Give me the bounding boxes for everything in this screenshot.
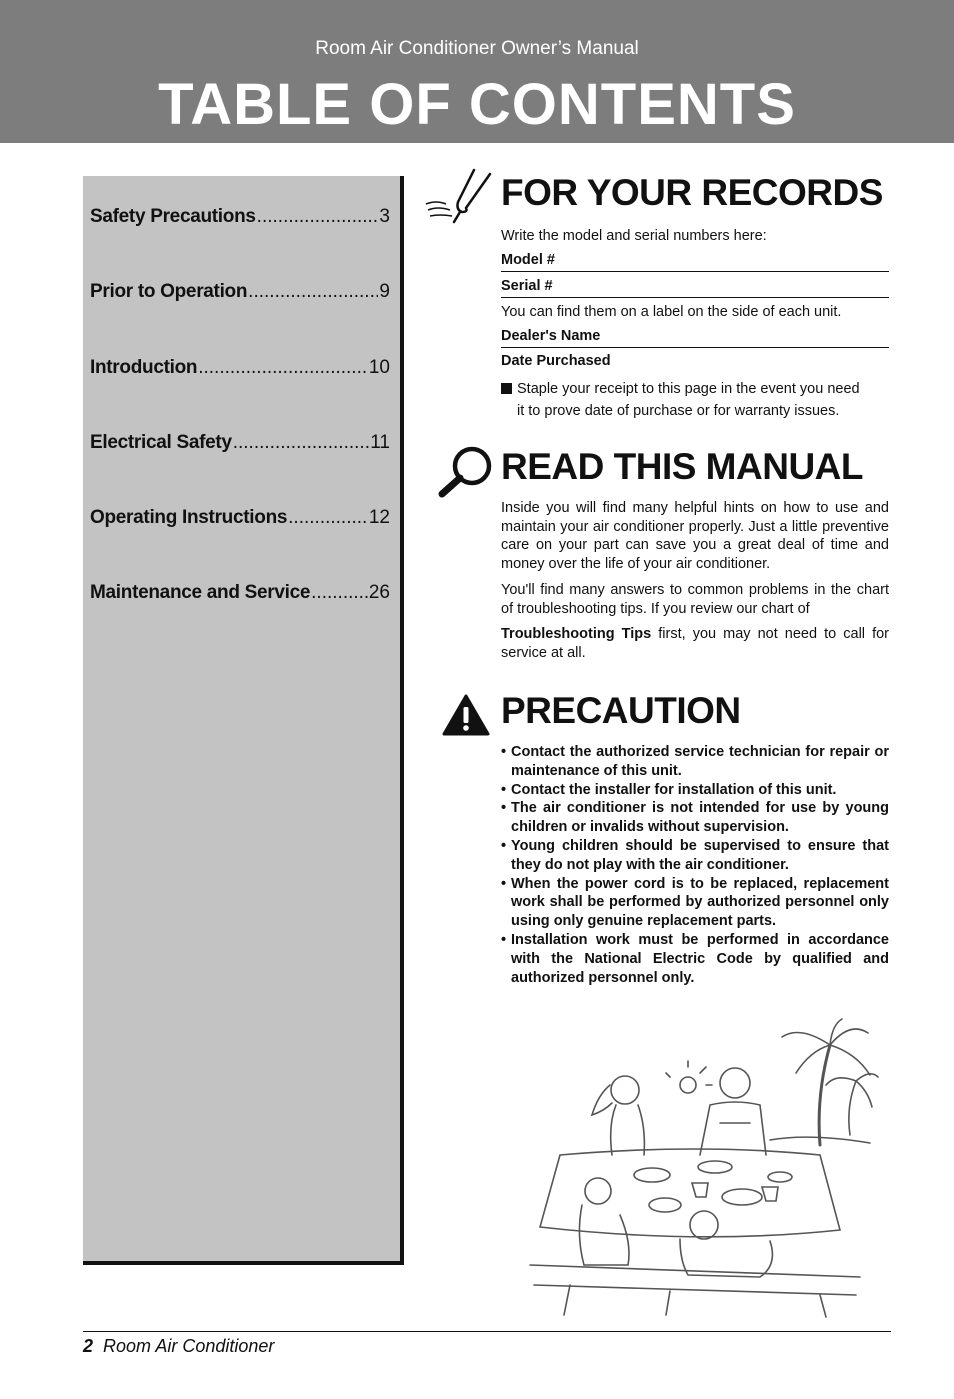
magnifier-icon — [436, 444, 496, 500]
table-of-contents — [83, 176, 404, 1265]
toc-page: 10 — [368, 357, 390, 378]
receipt-note — [501, 378, 889, 422]
precaution-title: PRECAUTION — [501, 690, 741, 731]
dealer-field[interactable] — [501, 328, 889, 348]
toc-entry-introduction[interactable] — [90, 357, 390, 379]
precaution-item: • The air conditioner is not intended for use by young children or invalids without supervision. — [501, 799, 889, 837]
precaution-item: • Young children should be supervised to ensure that they do not play with the air conditioner. — [501, 837, 889, 875]
page-title: TABLE OF CONTENTS — [158, 72, 796, 137]
footer-text: Room Air Conditioner — [103, 1336, 275, 1356]
label-note: You can find them on a label on the side of each unit. — [501, 304, 842, 320]
dealer-label: Dealer's Name — [501, 328, 601, 344]
warning-icon — [442, 693, 490, 737]
manual-paragraph-3 — [501, 625, 889, 662]
family-picnic-illustration — [520, 1015, 880, 1320]
model-label: Model # — [501, 252, 555, 268]
toc-page: 9 — [379, 281, 390, 302]
toc-leader-dots — [311, 582, 368, 604]
toc-entry-electrical-safety[interactable] — [90, 432, 390, 454]
toc-label: Prior to Operation — [90, 281, 248, 302]
precaution-item: • Installation work must be performed in accordance with the National Electric Code by qualified and authorized personnel only. — [501, 931, 889, 987]
toc-label: Electrical Safety — [90, 432, 232, 453]
precaution-item: • Contact the authorized service technician for repair or maintenance of this unit. — [501, 743, 889, 781]
serial-field[interactable] — [501, 278, 889, 298]
precaution-list — [501, 743, 889, 987]
toc-leader-dots — [257, 206, 379, 228]
manual-paragraph-3-rest: first, you may not need to call for service at all. — [501, 626, 889, 661]
toc-entry-safety-precautions[interactable] — [90, 206, 390, 228]
toc-label: Operating Instructions — [90, 507, 288, 528]
toc-page: 3 — [379, 206, 390, 227]
manual-paragraph-1: Inside you will find many helpful hints on how to use and maintain your air conditioner properly. Just a little preventive care on your part can save you a great deal of time and money over the life of your air conditioner. — [501, 500, 889, 572]
pen-icon — [422, 166, 494, 226]
manual-subtitle: Room Air Conditioner Owner’s Manual — [315, 38, 639, 59]
precaution-item: • Contact the installer for installation of this unit. — [501, 781, 889, 800]
toc-leader-dots — [233, 432, 370, 454]
toc-leader-dots — [198, 357, 368, 379]
square-bullet-icon — [501, 383, 512, 394]
toc-leader-dots — [248, 281, 378, 303]
toc-leader-dots — [288, 507, 368, 529]
receipt-line-2: it to prove date of purchase or for warranty issues. — [517, 403, 840, 419]
manual-title: READ THIS MANUAL — [501, 446, 863, 487]
toc-entry-operating-instructions[interactable] — [90, 507, 390, 529]
toc-page: 11 — [370, 432, 390, 453]
toc-label: Safety Precautions — [90, 206, 256, 227]
toc-page: 12 — [368, 507, 390, 528]
model-field[interactable] — [501, 252, 889, 272]
toc-label: Maintenance and Service — [90, 582, 311, 603]
toc-label: Introduction — [90, 357, 198, 378]
page-header — [0, 0, 954, 143]
page-number: 2 — [83, 1336, 94, 1356]
date-field[interactable] — [501, 353, 889, 372]
records-intro: Write the model and serial numbers here: — [501, 228, 767, 244]
toc-entry-prior-to-operation[interactable] — [90, 281, 390, 303]
date-label: Date Purchased — [501, 353, 611, 369]
troubleshooting-tips-label: Troubleshooting Tips — [501, 626, 652, 642]
toc-page: 26 — [368, 582, 390, 603]
footer-divider — [83, 1331, 891, 1332]
page-footer — [83, 1336, 274, 1357]
receipt-line-1: Staple your receipt to this page in the event you need — [517, 381, 860, 397]
records-title: FOR YOUR RECORDS — [501, 172, 883, 213]
serial-label: Serial # — [501, 278, 553, 294]
precaution-item: • When the power cord is to be replaced, replacement work shall be performed by authorized personnel only using only genuine replacement parts. — [501, 875, 889, 931]
manual-paragraph-2: You'll find many answers to common problems in the chart of troubleshooting tips. If you review our chart of — [501, 582, 889, 617]
toc-entry-maintenance-and-service[interactable] — [90, 582, 390, 604]
